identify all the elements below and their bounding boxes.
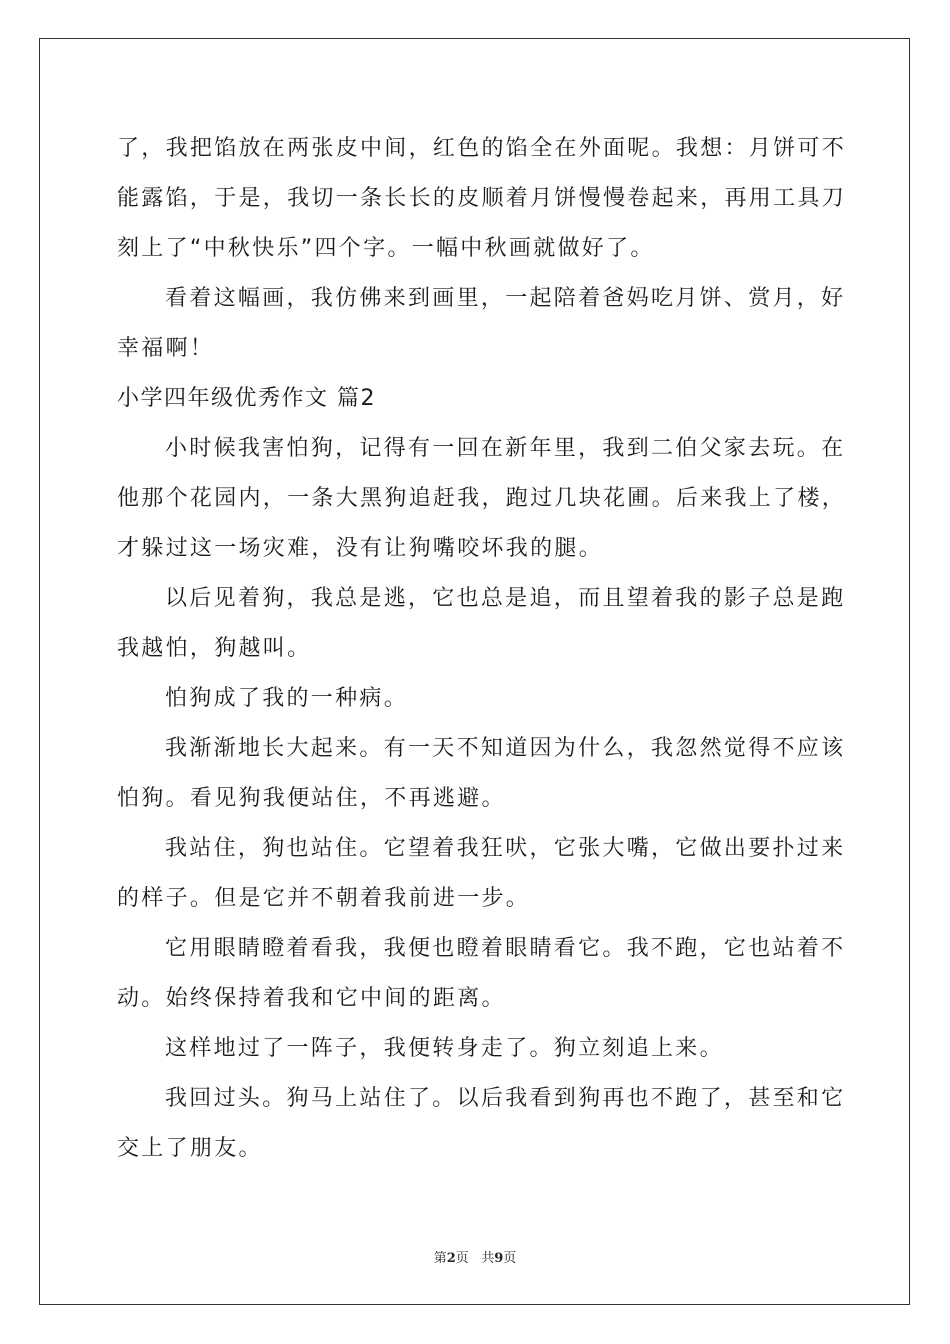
text-line: 了，我把馅放在两张皮中间，红色的馅全在外面呢。我想：月饼可不 <box>117 136 847 161</box>
paragraph-start: 以后见着狗，我总是逃，它也总是追，而且望着我的影子总是跑 <box>165 586 846 611</box>
current-page-number: 2 <box>446 1251 456 1266</box>
paragraph-start: 怕狗成了我的一种病。 <box>165 686 409 711</box>
paragraph-start: 这样地过了一阵子，我便转身走了。狗立刻追上来。 <box>165 1036 724 1061</box>
footer-total-prefix: 共 <box>481 1251 495 1266</box>
text-line: 的样子。但是它并不朝着我前进一步。 <box>117 886 531 911</box>
section-heading: 小学四年级优秀作文 篇2 <box>117 386 376 411</box>
text-line: 动。始终保持着我和它中间的距离。 <box>117 986 506 1011</box>
paragraph-start: 它用眼睛瞪着看我，我便也瞪着眼睛看它。我不跑，它也站着不 <box>165 936 846 961</box>
paragraph-start: 我回过头。狗马上站住了。以后我看到狗再也不跑了，甚至和它 <box>165 1086 846 1111</box>
text-line: 能露馅，于是，我切一条长长的皮顺着月饼慢慢卷起来，再用工具刀 <box>117 186 847 211</box>
page-footer <box>0 1247 950 1266</box>
total-page-count: 9 <box>494 1251 504 1266</box>
text-line: 我越怕，狗越叫。 <box>117 636 312 661</box>
paragraph-start: 我渐渐地长大起来。有一天不知道因为什么，我忽然觉得不应该 <box>165 736 846 761</box>
text-line: 他那个花园内，一条大黑狗追赶我，跑过几块花圃。后来我上了楼， <box>117 486 847 511</box>
footer-prefix: 第 <box>433 1251 447 1266</box>
text-line: 怕狗。看见狗我便站住，不再逃避。 <box>117 786 506 811</box>
footer-page-suffix: 页 <box>455 1251 469 1266</box>
footer-total-suffix: 页 <box>503 1251 517 1266</box>
text-line: 交上了朋友。 <box>117 1136 263 1161</box>
paragraph-start: 小时候我害怕狗，记得有一回在新年里，我到二伯父家去玩。在 <box>165 436 846 461</box>
text-line: 幸福啊！ <box>117 336 215 361</box>
text-line: 才躲过这一场灾难，没有让狗嘴咬坏我的腿。 <box>117 536 604 561</box>
text-line: 刻上了“中秋快乐”四个字。一幅中秋画就做好了。 <box>117 236 655 261</box>
paragraph-start: 我站住，狗也站住。它望着我狂吠，它张大嘴，它做出要扑过来 <box>165 836 846 861</box>
document-body <box>117 124 847 1174</box>
paragraph-start: 看着这幅画，我仿佛来到画里，一起陪着爸妈吃月饼、赏月，好 <box>165 286 846 311</box>
